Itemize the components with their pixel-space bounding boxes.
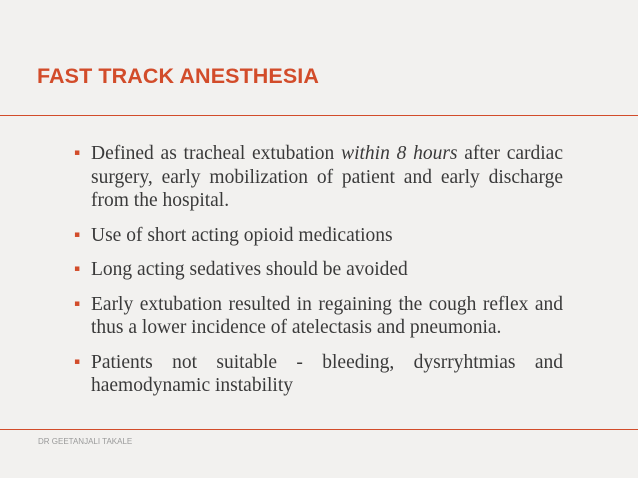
bullet-text-emphasis: within 8 hours bbox=[341, 143, 458, 164]
bullet-item bbox=[74, 293, 563, 340]
bullet-item bbox=[74, 258, 563, 282]
bullet-text: Patients not suitable - bleeding, dysrryhtmias and haemodynamic instability bbox=[91, 351, 563, 396]
bullet-text: Long acting sedatives should be avoided bbox=[91, 259, 408, 280]
bullet-item bbox=[74, 224, 563, 248]
bullet-square-icon bbox=[74, 293, 80, 317]
bullet-list bbox=[74, 142, 563, 409]
bullet-square-icon bbox=[74, 142, 80, 166]
bullet-square-icon bbox=[74, 224, 80, 248]
bullet-item bbox=[74, 142, 563, 213]
bullet-text-pre: Defined as tracheal extubation bbox=[91, 143, 342, 164]
bullet-square-icon bbox=[74, 258, 80, 282]
title-divider bbox=[0, 115, 638, 116]
bullet-item bbox=[74, 351, 563, 398]
footer-author: DR GEETANJALI TAKALE bbox=[38, 437, 133, 446]
footer-divider bbox=[0, 429, 638, 430]
bullet-text: Early extubation resulted in regaining the cough reflex and thus a lower incidence of atelectasis and pneumonia. bbox=[91, 293, 563, 338]
bullet-text: Use of short acting opioid medications bbox=[91, 224, 393, 246]
bullet-text-post: after cardiac surgery, early mobilization of patient and early discharge from the hospital. bbox=[91, 143, 563, 211]
slide-title: FAST TRACK ANESTHESIA bbox=[37, 64, 320, 88]
bullet-square-icon bbox=[74, 351, 80, 375]
